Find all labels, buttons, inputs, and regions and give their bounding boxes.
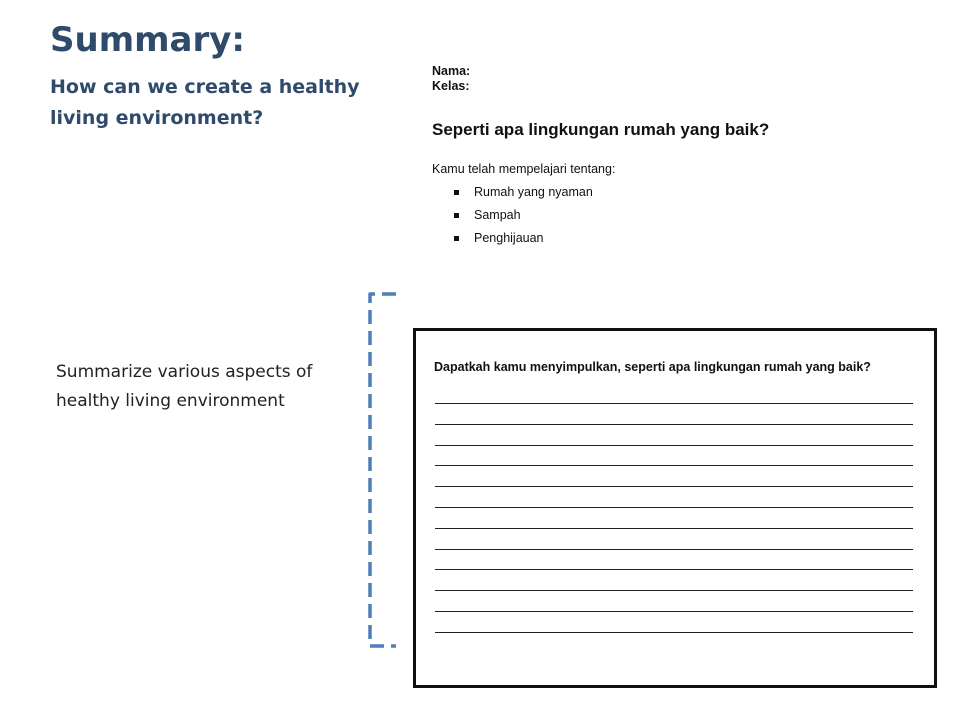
dashed-bracket	[360, 288, 410, 658]
worksheet-question: Seperti apa lingkungan rumah yang baik?	[432, 120, 770, 139]
slide-title: Summary:	[50, 20, 246, 60]
answer-line	[435, 528, 913, 529]
summary-note: Summarize various aspects of healthy living environment	[56, 362, 313, 411]
topic-label: Penghijauan	[474, 231, 544, 245]
answer-line	[435, 507, 913, 508]
topic-item	[432, 206, 593, 229]
answer-line	[435, 569, 913, 570]
answer-line	[435, 424, 913, 425]
slide-subtitle: How can we create a healthy living environment?	[50, 76, 360, 129]
topics-intro: Kamu telah mempelajari tentang:	[432, 162, 616, 176]
answer-line	[435, 632, 913, 633]
topic-item	[432, 183, 593, 206]
square-bullet-icon	[454, 236, 459, 241]
answer-line	[435, 590, 913, 591]
name-label: Nama:	[432, 64, 471, 78]
class-label: Kelas:	[432, 79, 470, 93]
square-bullet-icon	[454, 190, 459, 195]
answer-line	[435, 465, 913, 466]
answer-line	[435, 403, 913, 404]
topic-item	[432, 229, 593, 252]
topic-list	[432, 183, 593, 252]
topic-label: Sampah	[474, 208, 521, 222]
answer-line	[435, 445, 913, 446]
square-bullet-icon	[454, 213, 459, 218]
answer-line	[435, 549, 913, 550]
answer-line	[435, 486, 913, 487]
answer-prompt: Dapatkah kamu menyimpulkan, seperti apa lingkungan rumah yang baik?	[434, 360, 871, 374]
answer-box	[413, 328, 937, 688]
worksheet-header	[432, 64, 912, 94]
topic-label: Rumah yang nyaman	[474, 185, 593, 199]
answer-line	[435, 611, 913, 612]
